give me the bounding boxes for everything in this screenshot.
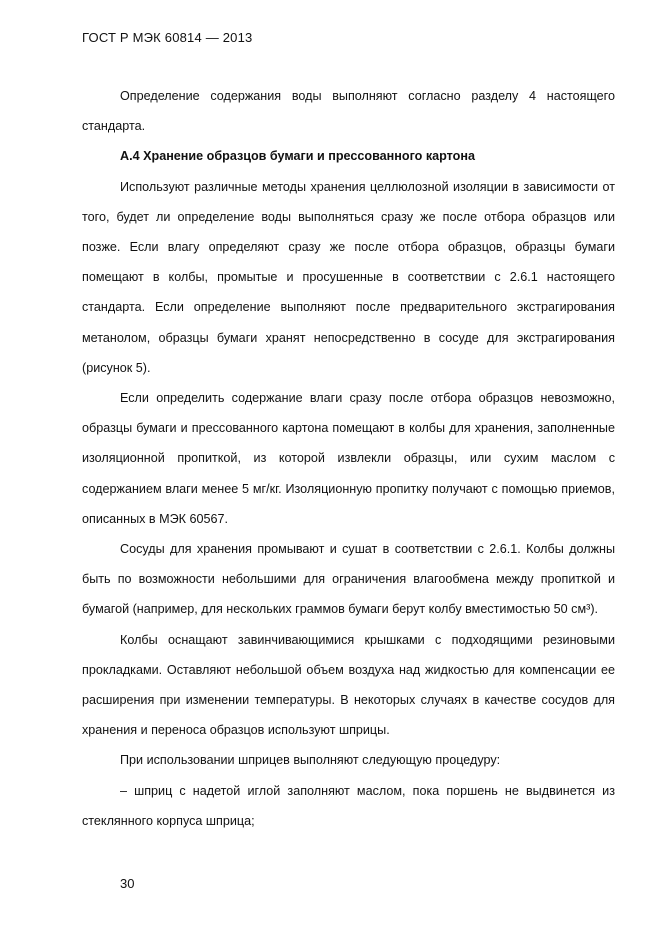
paragraph-water-content: Определение содержания воды выполняют согласно разделу 4 настоящего стандарта. <box>82 89 615 134</box>
paragraph-storage-flasks: Если определить содержание влаги сразу после отбора образцов невозможно, образцы бумаги и прессованного картона помещают в колбы для хранения, заполненные изоляционной пропиткой, из которой извлекли образцы, или сухим маслом с содержанием влаги менее 5 мг/кг. Изоляционную пропитку получают с помощью приемов, описанных в МЭК 60567. <box>82 391 615 526</box>
paragraph-syringe-intro: При использовании шприцев выполняют следующую процедуру: <box>120 753 501 768</box>
page-body <box>82 81 615 836</box>
paragraph-syringe-step: – шприц с надетой иглой заполняют маслом, пока поршень не выдвинется из стеклянного корпуса шприца; <box>82 783 615 828</box>
page-number: 30 <box>120 876 135 891</box>
section-heading: А.4 Хранение образцов бумаги и прессованного картона <box>120 149 475 164</box>
paragraph-storage-methods: Используют различные методы хранения целлюлозной изоляции в зависимости от того, будет ли определение воды выполняться сразу же после отбора образцов или позже. Если влагу определяют сразу же после отбора образцов, образцы бумаги помещают в колбы, промытые и просушенные в соответствии с 2.6.1 настоящего стандарта. Если определение выполняют после предварительного экстрагирования метанолом, образцы бумаги хранят непосредственно в сосуде для экстрагирования (рисунок 5). <box>82 179 615 375</box>
paragraph-vessel-washing: Сосуды для хранения промывают и сушат в соответствии с 2.6.1. Колбы должны быть по возможности небольшими для ограничения влагообмена между пропиткой и бумагой (например, для нескольких граммов бумаги берут колбу вместимостью 50 см³). <box>82 542 615 617</box>
document-header: ГОСТ Р МЭК 60814 — 2013 <box>82 30 253 45</box>
paragraph-flask-caps: Колбы оснащают завинчивающимися крышками с подходящими резиновыми прокладками. Оставляют небольшой объем воздуха над жидкостью для компенсации ее расширения при изменении температуры. В некоторых случаях в качестве сосудов для хранения и переноса образцов используют шприцы. <box>82 632 615 738</box>
